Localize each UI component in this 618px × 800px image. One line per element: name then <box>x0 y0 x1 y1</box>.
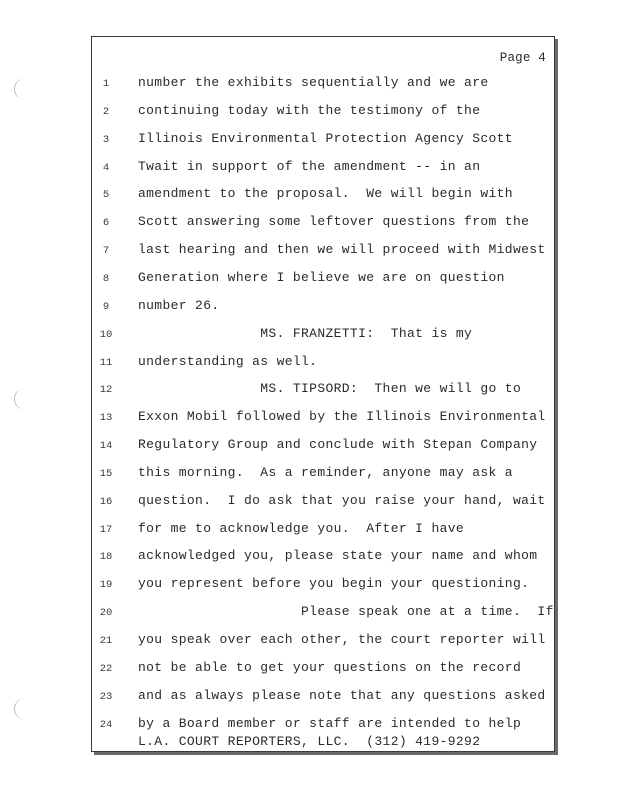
line-text: understanding as well. <box>138 353 318 369</box>
line-number: 17 <box>99 523 113 536</box>
line-number: 9 <box>102 300 110 313</box>
line-text: not be able to get your questions on the record <box>138 659 522 675</box>
line-number: 3 <box>102 133 110 146</box>
line-text: Twait in support of the amendment -- in an <box>138 158 481 174</box>
line-text: for me to acknowledge you. After I have <box>138 520 465 536</box>
line-text: acknowledged you, please state your name and whom <box>138 548 538 564</box>
transcript-line <box>92 632 554 652</box>
punch-hole-top <box>14 78 37 100</box>
transcript-line <box>92 381 554 401</box>
transcript-line <box>92 660 554 680</box>
transcript-line <box>92 465 554 485</box>
line-number: 24 <box>99 718 113 731</box>
line-text: Exxon Mobil followed by the Illinois Environmental <box>138 409 546 425</box>
line-number: 1 <box>102 78 110 90</box>
line-text: Illinois Environmental Protection Agency Scott <box>138 130 513 146</box>
transcript-line <box>92 75 554 95</box>
transcript-line <box>92 576 554 596</box>
line-text: continuing today with the testimony of the <box>138 102 481 118</box>
line-text: number the exhibits sequentially and we are <box>138 75 489 90</box>
line-number: 5 <box>102 189 110 202</box>
transcript-line <box>92 186 554 206</box>
line-text: Scott answering some leftover questions from the <box>138 214 530 230</box>
court-reporter-footer: L.A. COURT REPORTERS, LLC. (312) 419-9292 <box>138 734 481 749</box>
line-number: 23 <box>99 690 113 703</box>
transcript-line <box>92 716 554 736</box>
line-number: 15 <box>99 467 113 480</box>
line-number: 6 <box>102 217 110 230</box>
line-number: 8 <box>102 272 110 285</box>
transcript-line <box>92 354 554 374</box>
line-text: last hearing and then we will proceed with Midwest <box>138 242 546 258</box>
transcript-line <box>92 521 554 541</box>
line-number: 22 <box>99 662 113 675</box>
transcript-line <box>92 270 554 290</box>
transcript-line <box>92 214 554 234</box>
transcript-line <box>92 326 554 346</box>
line-number: 11 <box>99 356 113 369</box>
line-text: Regulatory Group and conclude with Stepan Company <box>138 437 538 453</box>
line-text: question. I do ask that you raise your hand, wait <box>138 492 546 508</box>
punch-hole-middle <box>14 388 37 410</box>
line-text: Please speak one at a time. If <box>138 604 554 620</box>
line-text: amendment to the proposal. We will begin with <box>138 186 513 202</box>
line-number: 20 <box>99 607 113 620</box>
transcript-line <box>92 159 554 179</box>
line-text: number 26. <box>138 297 220 313</box>
line-text: you speak over each other, the court reporter will <box>138 632 546 647</box>
line-text: by a Board member or staff are intended to help <box>138 715 522 731</box>
transcript-line <box>92 103 554 123</box>
line-text: this morning. As a reminder, anyone may ask a <box>138 464 513 480</box>
transcript-line <box>92 298 554 318</box>
transcript-line <box>92 548 554 568</box>
line-number: 2 <box>102 105 110 118</box>
line-number: 10 <box>99 328 113 341</box>
line-text: you represent before you begin your questioning. <box>138 576 530 592</box>
line-number: 21 <box>99 635 113 647</box>
line-number: 13 <box>99 412 113 425</box>
line-text: MS. TIPSORD: Then we will go to <box>138 381 522 397</box>
line-text: and as always please note that any questions asked <box>138 687 546 703</box>
punch-hole-bottom <box>14 698 37 720</box>
line-text: Generation where I believe we are on question <box>138 269 505 285</box>
transcript-line <box>92 409 554 429</box>
line-number: 4 <box>102 161 110 174</box>
line-text: MS. FRANZETTI: That is my <box>138 325 473 341</box>
line-number: 16 <box>99 495 113 508</box>
transcript-page <box>91 36 555 752</box>
line-number: 12 <box>99 384 113 397</box>
transcript-line <box>92 131 554 151</box>
transcript-line <box>92 437 554 457</box>
line-number: 19 <box>99 579 113 592</box>
transcript-line <box>92 493 554 513</box>
transcript-line <box>92 242 554 262</box>
line-number: 14 <box>99 440 113 453</box>
line-number: 7 <box>102 245 110 258</box>
transcript-line <box>92 604 554 624</box>
transcript-line <box>92 688 554 708</box>
page-number: Page 4 <box>499 51 546 65</box>
line-number: 18 <box>99 551 113 564</box>
